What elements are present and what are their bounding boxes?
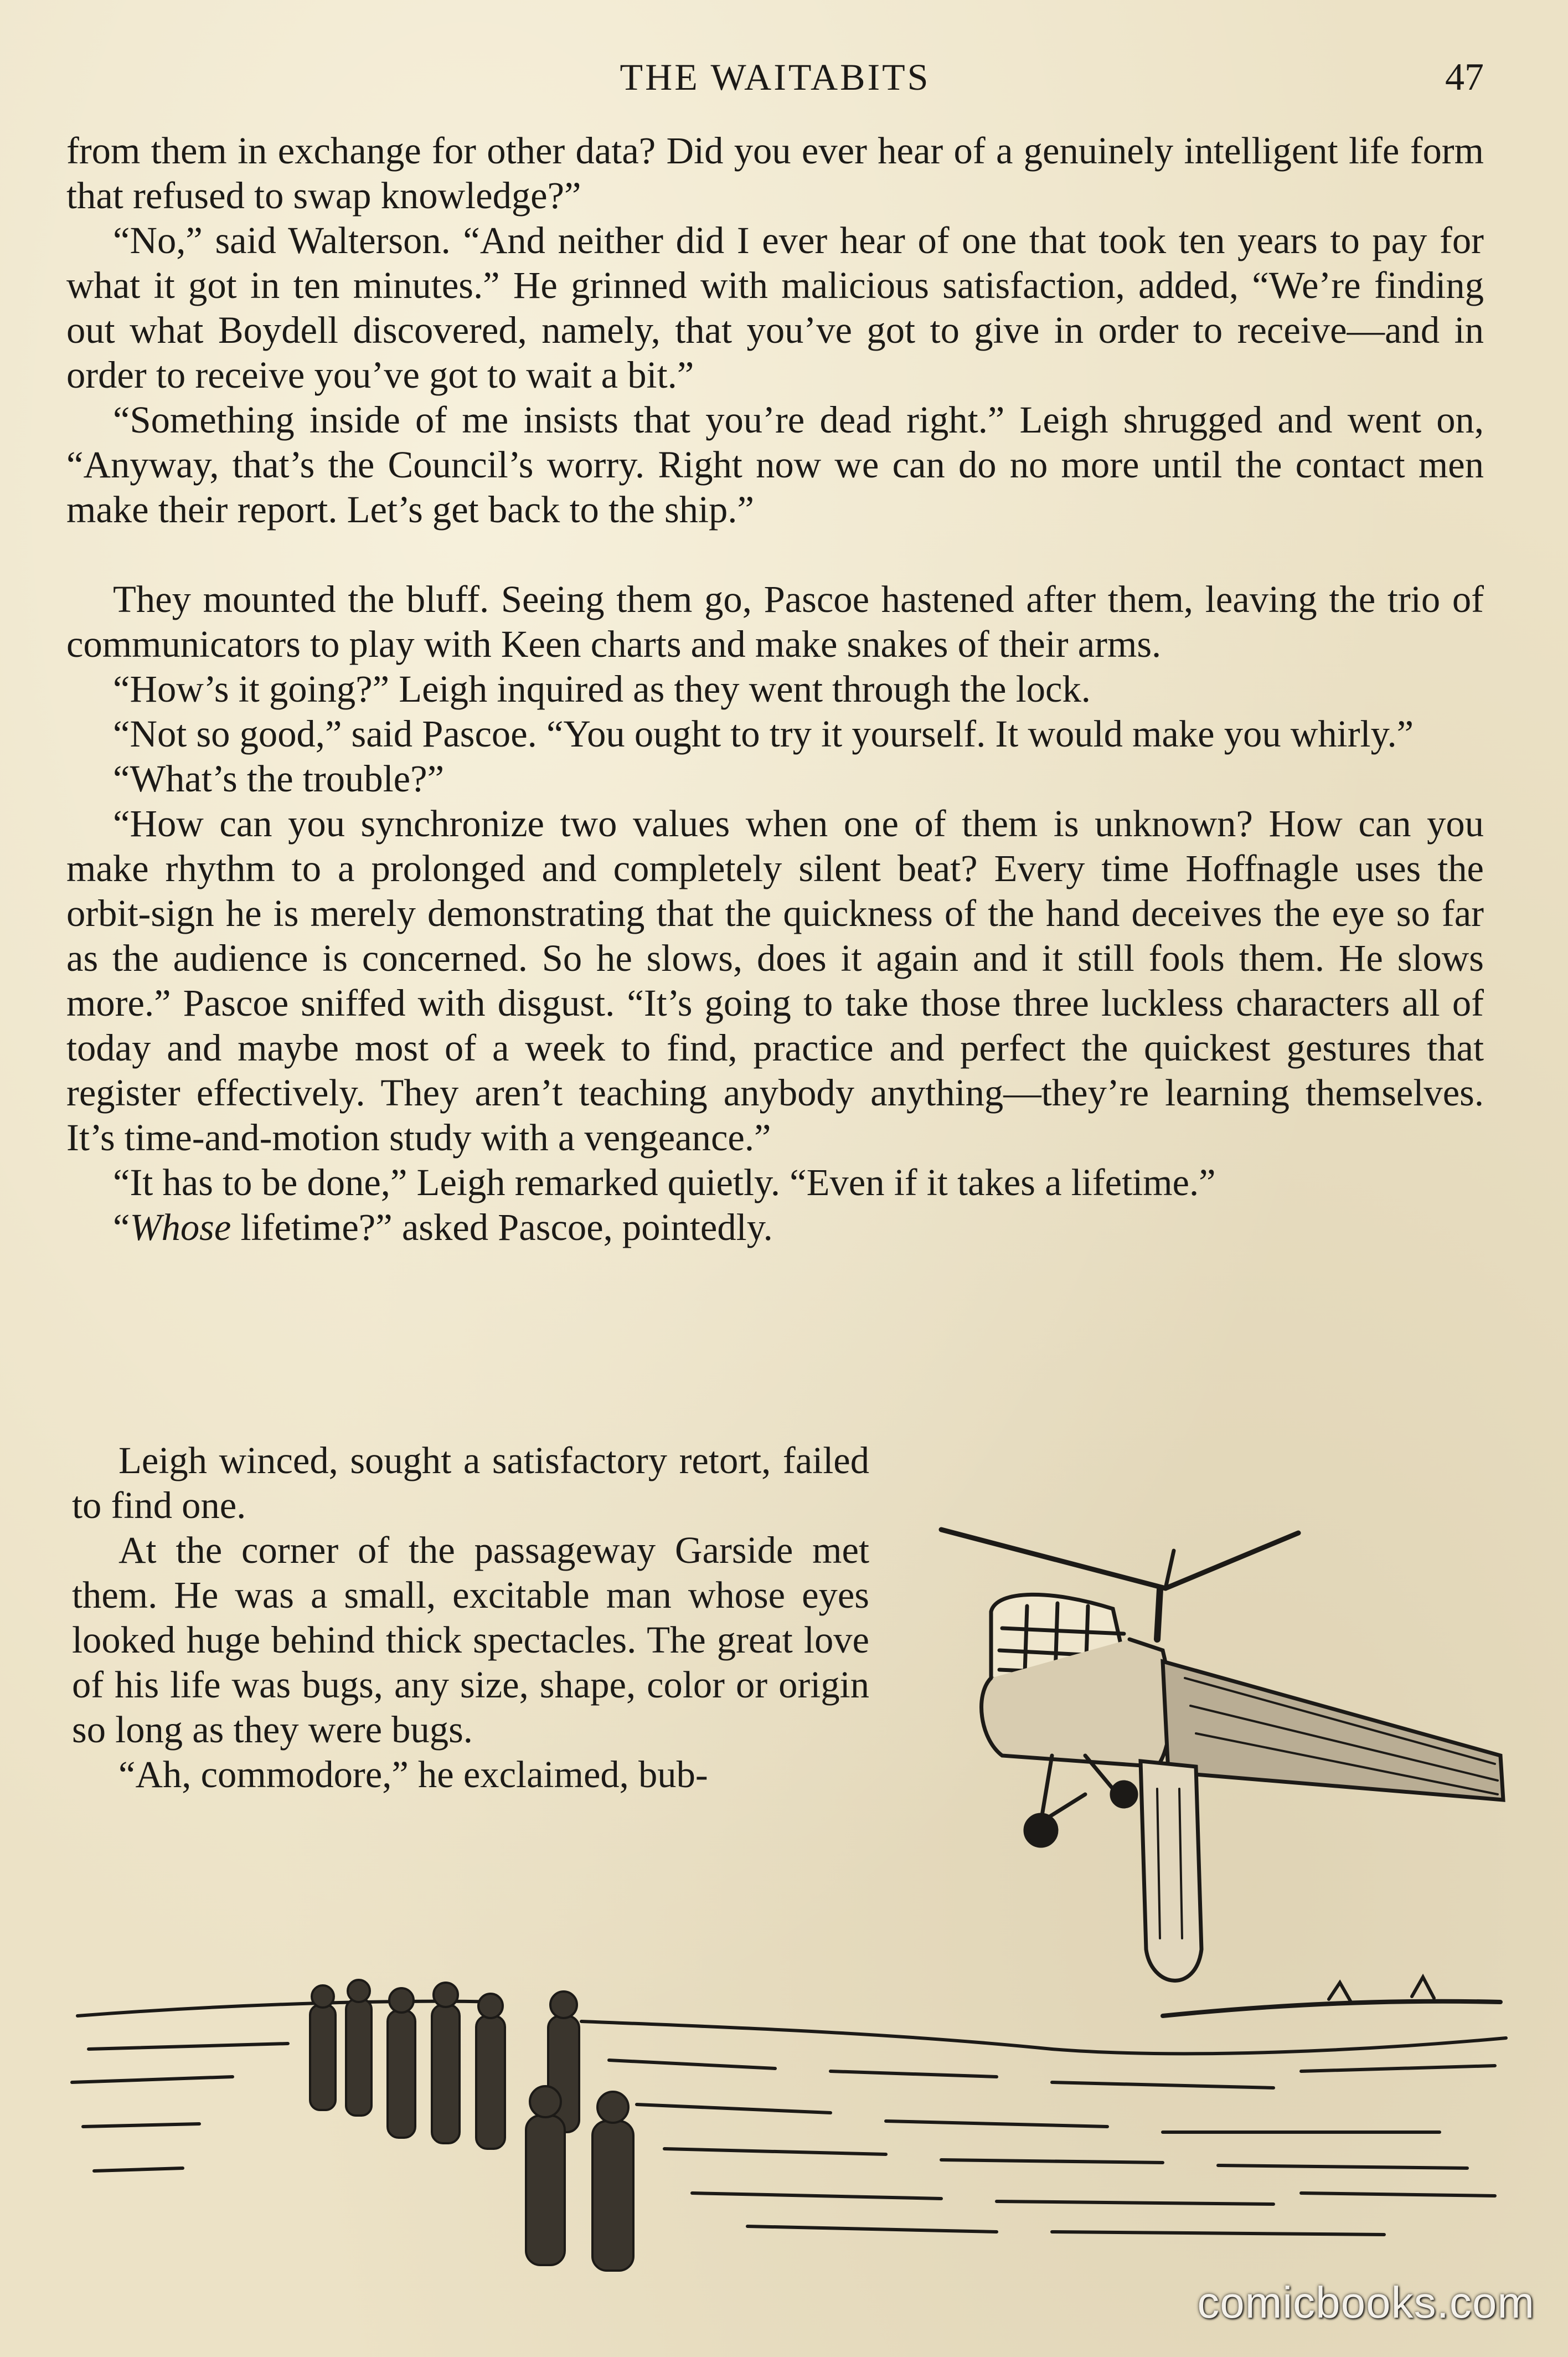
paragraph: from them in exchange for other data? Did you ever hear of a genuinely intelligent life form that refused to swap knowledge?” [66,130,1484,217]
paragraph: “Something inside of me insists that you’re dead right.” Leigh shrugged and went on, “Anyway, that’s the Council’s worry. Right now we can do no more until the contact men make their report. Let’s get back to the ship.” [66,399,1484,531]
story-text-column [72,1438,869,1797]
whose-rest: lifetime?” asked Pascoe, pointedly. [231,1206,773,1248]
paragraph: “How’s it going?” Leigh inquired as they went through the lock. [113,668,1091,710]
paragraph: “No,” said Walterson. “And neither did I ever hear of one that took ten years to pay for what it got in ten minutes.” He grinned with malicious satisfaction, added, “We’re finding out what Boydell discovered, namely, that you’ve got to give in order to receive—and in order to receive you’ve got to wait a bit.” [66,219,1484,396]
paragraph: “Ah, commodore,” he exclaimed, bub- [118,1753,708,1795]
running-title: THE WAITABITS [620,56,931,98]
story-text-full-width [66,128,1484,1250]
emphasized-word: Whose [130,1206,231,1248]
paragraph: “How can you synchronize two values when one of them is unknown? How can you make rhythm to a prolonged and completely silent beat? Every time Hoffnagle uses the orbit-sign he is merely demonstrating that the quickness of the hand deceives the eye so far as the audience is concerned. So he slows, does it again and it still fools them. He slows more.” Pascoe sniffed with disgust. “It’s going to take those three luckless characters all of today and maybe most of a week to find, practice and perfect the quickest gestures that register effectively. They aren’t teaching anybody anything—they’re learning themselves. It’s time-and-motion study with a vengeance.” [66,802,1484,1159]
paragraph: At the corner of the passageway Garside met them. He was a small, excitable man whose eyes looked huge behind thick spectacles. The great love of his life was bugs, any size, shape, color or origin so long as they were bugs. [72,1529,869,1751]
paragraph-whose [66,1205,1484,1250]
paragraph: “Not so good,” said Pascoe. “You ought to try it yourself. It would make you whirly.” [113,713,1414,755]
paragraph: Leigh winced, sought a satisfactory retort, failed to find one. [72,1439,869,1526]
paragraph: “What’s the trouble?” [113,758,445,800]
paragraph: “It has to be done,” Leigh remarked quietly. “Even if it takes a lifetime.” [113,1161,1216,1203]
paragraph: They mounted the bluff. Seeing them go, Pascoe hastened after them, leaving the trio of communicators to play with Keen charts and make snakes of their arms. [66,578,1484,665]
quote-mark: “ [113,1206,130,1248]
watermark: comicbooks.com [1197,2278,1535,2327]
running-head [66,55,1484,105]
page-number: 47 [1445,56,1484,99]
